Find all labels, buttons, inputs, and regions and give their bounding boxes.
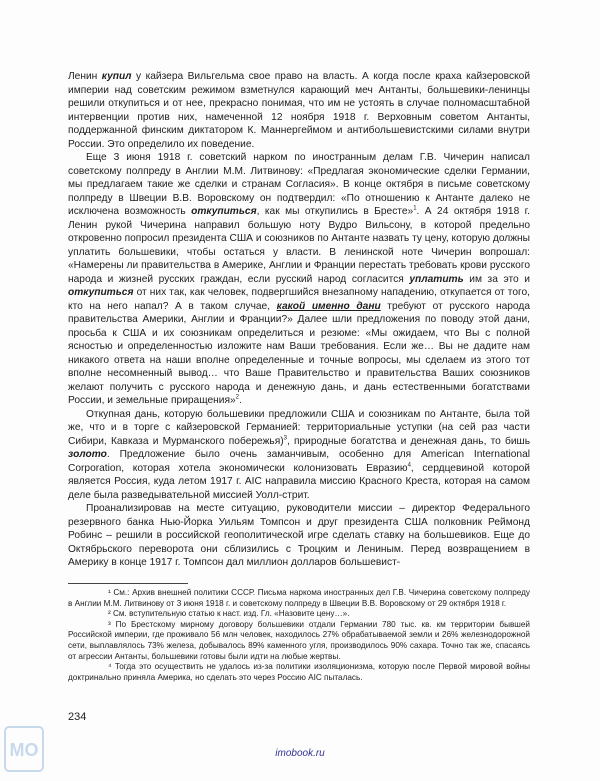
text-run: Откупная дань, которую большевики предложили США и союзникам по Антанте, была той же, что и в торге с кайзеровской Германией: территориальные уступки (на сей раз части Сибири, Кавказа и Мурманского побережья) [68,408,530,447]
paragraph [68,70,530,151]
paragraph [68,502,530,570]
watermark-text: МО [9,740,39,760]
text-run: Ленин [68,71,102,82]
footnote-ref: 1 [413,205,417,212]
text-run: . Предложение было очень заманчивым, особенно для American International Corporation, которая хотела экономически колонизовать Евразию [68,449,530,474]
footnote-ref: 3 [283,435,287,442]
text-run: от них так, как человек, подвергшийся внезапному нападению, откупается от того, кто на него напал? А в таком случае, [68,287,530,312]
text-run: . А 24 октября 1918 г. Ленин рукой Чичерина направил большую ноту Вудро Вильсону, в которой предельно откровенно попросил президента США и союзников по Антанте назвать ту цену, которую должны уплатить большевики, чтобы остаться у власти. В ленинской ноте Чичерин вопрошал: «Намерены ли правительства в Америке, Англии и Франции перестать требовать крови русского народа и жизней русских граждан, если русский народ согласится [68,206,530,285]
footnote: ⁴ Тогда это осуществить не удалось из-за политики изоляционизма, которую после Первой мировой войны доктринально приняла Америка, но сделать это через Россию AIC пыталась. [68,662,530,682]
text-run: им за это и [463,273,530,285]
emphasis: откупиться [68,287,134,298]
page-number: 234 [68,711,87,723]
paragraph [68,408,530,503]
emphasis: откупиться [191,206,257,217]
text-run: требуют от русского народа правительства Америки, Англии и Франции?» Далее шли предложения по поводу этой дани, просьба к США и их союзникам определиться и резюме: «Мы ожидаем, что Вы с полной ясностью и определенностью изложите нам Ваши требования. Если же… Вы не дадите нам никакого ответа на наши вполне определенные и точные вопросы, мы сделаем из этого тот вполне несомненный вывод… что Ваше Правительство и правительства Ваших союзников желают получить с русского народа и денежную дань, и дань естественными богатствами России, и земельные приращения» [68,300,530,406]
paragraph [68,151,530,408]
footnotes [68,588,530,683]
main-text [68,70,530,570]
footnote: ³ По Брестскому мирному договору большевики отдали Германии 780 тыс. кв. км территории бывшей Российской империи, где проживало 56 млн человек, находилось 27% обрабатываемой земли и 26% железнодорожной сети, выплавлялось 73% железа, добывалось 89% каменного угля, производилось 90% сахара. Точно так же, спасаясь от агрессии Антанты, большевики готовы были идти на любые жертвы. [68,619,530,661]
text-run: . [239,395,242,406]
footnote-divider [68,583,188,584]
text-run: , сердцевиной которой является Россия, куда летом 1917 г. AIC направила миссию Красного Креста, которая на самом деле была разведывательной миссией Уолл-стрит. [68,462,530,501]
text-run: , природные богатства и денежная дань, то бишь [286,435,530,447]
emphasis: уплатить [409,273,464,285]
text-run: Проанализировав на месте ситуацию, руководители миссии – директор Федерального резервного банка Нью-Йорка Уильям Томпсон и друг президента США полковник Реймонд Робинс – решили в российской геополитической игре сделать ставку на большевиков. Еще до Октябрьского переворота они сблизились с Троцким и Лениным. Перед возвращением в Америку в конце 1917 г. Томпсон дал миллион долларов большевист- [68,503,530,568]
footnote-ref: 4 [407,462,411,469]
text-run: , как мы откупились в Бресте» [256,206,414,217]
emphasis: какой именно дани [276,300,381,312]
footnote: ² См. вступительную статью к наст. изд. Гл. «Назовите цену…». [108,609,350,619]
emphasis: золото [68,449,107,460]
text-run: Еще 3 июня 1918 г. советский нарком по иностранным делам Г.В. Чичерин написал советскому полпреду в Англии М.М. Литвинову: «Предлагая экономические сделки Германии, мы предлагаем такие же сделки и странам Согласия». В конце октября в письме советскому полпреду в Швеции В.В. Воровскому он подтвердил: «По отношению к Антанте далеко не исключена возможность [68,152,530,217]
footnote: ¹ См.: Архив внешней политики СССР. Письма наркома иностранных дел Г.В. Чичерина советскому полпреду в Англии М.М. Литвинову от 3 июня 1918 г. и советскому полпреду в Швеции В.В. Воровскому от 29 октября 1918 г. [68,588,530,608]
footnote-ref: 2 [235,394,239,401]
site-link[interactable]: imobook.ru [275,748,325,759]
text-run: у кайзера Вильгельма свое право на власть. А когда после краха кайзеровской империи над советским режимом взметнулся карающий меч Антанты, большевики-ленинцы решили откупиться и от нее, прекрасно понимая, что им не устоять в случае полномасштабной интервенции против них, намеченной 12 ноября 1918 г. Верховным советом Антанты, поддержанной финским диктатором К. Маннергеймом и антибольшевистскими силами внутри России. Это определило их поведение. [68,71,531,150]
emphasis: купил [101,71,132,82]
